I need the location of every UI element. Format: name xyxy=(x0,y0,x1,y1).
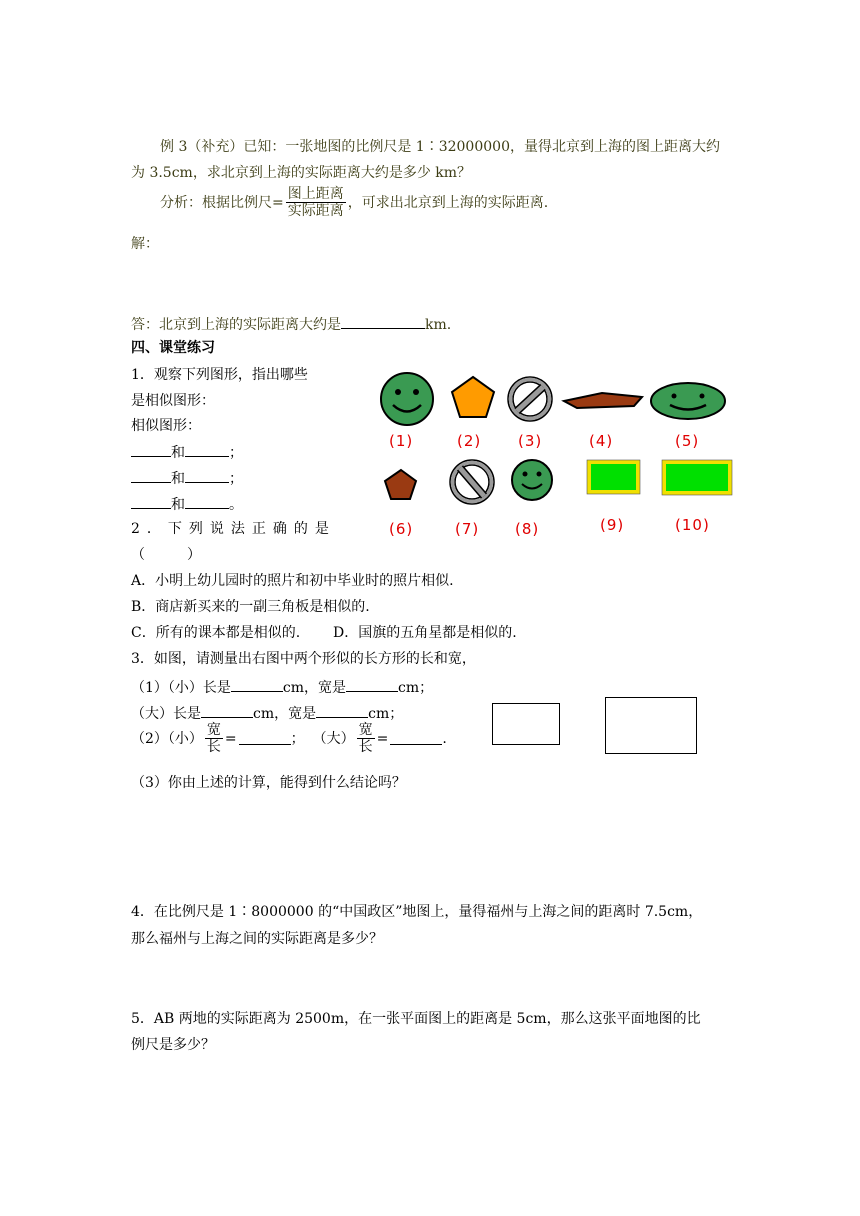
q2-option-c: C．所有的课本都是相似的. xyxy=(131,625,301,641)
equals-sign: = xyxy=(376,730,389,747)
q2-option-d: D．国旗的五角星都是相似的. xyxy=(333,625,517,641)
semicolon: ； xyxy=(229,445,243,461)
q2-option-b: B．商店新买来的一副三角板是相似的. xyxy=(131,599,370,615)
q1-line3: 相似图形： xyxy=(131,418,201,434)
q2-paren: （ ） xyxy=(131,547,201,563)
blank[interactable] xyxy=(201,705,253,718)
shape-label-2: (2) xyxy=(457,432,482,450)
q1-pair-2 xyxy=(131,470,243,486)
shape-5-smiley-ellipse xyxy=(651,383,725,419)
q2-stem: 2．下列说法正确的是 xyxy=(131,521,336,537)
width-label: cm，宽是 xyxy=(282,680,347,696)
shape-label-8: (8) xyxy=(515,520,540,538)
cm-semicolon: cm； xyxy=(398,680,434,696)
q1-pair-1 xyxy=(131,444,243,460)
small-label: （2）（小） xyxy=(131,730,203,747)
fraction-numerator: 宽 xyxy=(206,722,221,738)
shape-9-rectangle xyxy=(589,462,638,492)
blank[interactable] xyxy=(185,470,229,483)
big-length-label: （大）长是 xyxy=(131,706,201,722)
period: . xyxy=(442,730,447,747)
analysis-prefix: 分析：根据比例尺= xyxy=(160,194,284,211)
q1-line2: 是相似图形： xyxy=(131,393,215,409)
q5-line2: 例尺是多少？ xyxy=(131,1037,215,1053)
q3-part3: （3）你由上述的计算，能得到什么结论吗？ xyxy=(131,775,406,791)
q1-pair-3 xyxy=(131,496,243,512)
blank[interactable] xyxy=(239,732,291,745)
solution-label: 解： xyxy=(131,236,159,252)
answer-blank[interactable] xyxy=(341,316,425,329)
shape-label-9: (9) xyxy=(600,516,625,534)
scale-fraction xyxy=(286,186,346,219)
q1-line1: 1．观察下列图形，指出哪些 xyxy=(131,367,308,383)
shape-4-flat-pentagon xyxy=(564,393,642,408)
and-text: 和 xyxy=(171,471,185,487)
width-label: cm，宽是 xyxy=(253,706,317,722)
shape-3-prohibition-icon xyxy=(508,377,552,421)
shape-label-1: (1) xyxy=(389,432,414,450)
shape-8-small-smiley xyxy=(512,460,552,500)
shape-label-4: (4) xyxy=(589,432,614,450)
q3-part1-big xyxy=(131,705,403,721)
q3-stem: 3．如图，请测量出右图中两个形似的长方形的长和宽， xyxy=(131,651,476,667)
q5-line1: 5．AB 两地的实际距离为 2500m，在一张平面图上的距离是 5cm，那么这张平面地图的比 xyxy=(131,1011,701,1027)
q2-option-a: A．小明上幼儿园时的照片和初中毕业时的照片相似. xyxy=(131,573,454,589)
analysis-suffix: ，可求出北京到上海的实际距离. xyxy=(347,194,549,211)
blank[interactable] xyxy=(185,496,229,509)
fraction-denominator: 长 xyxy=(358,739,373,756)
example3-line1: 例 3（补充）已知：一张地图的比例尺是 1∶32000000，量得北京到上海的图上距离大约 xyxy=(160,139,720,155)
blank[interactable] xyxy=(346,679,398,692)
blank[interactable] xyxy=(390,732,442,745)
blank[interactable] xyxy=(131,470,171,483)
answer-prefix: 答：北京到上海的实际距离大约是 xyxy=(131,317,341,333)
shape-1-smiley-face xyxy=(381,373,433,425)
fraction-numerator: 图上距离 xyxy=(287,186,344,202)
shape-6-small-pentagon xyxy=(385,470,416,499)
blank[interactable] xyxy=(131,444,171,457)
equals-sign: = xyxy=(224,730,237,747)
section-title: 四、课堂练习 xyxy=(131,340,215,356)
small-rectangle xyxy=(492,703,560,745)
example3-analysis xyxy=(160,186,548,219)
q3-part1-small xyxy=(131,679,433,695)
large-rectangle xyxy=(605,697,697,754)
q3-part2 xyxy=(131,722,447,755)
blank[interactable] xyxy=(185,444,229,457)
shape-label-6: (6) xyxy=(389,520,414,538)
small-length-label: （1）（小）长是 xyxy=(131,680,231,696)
shape-7-prohibition-icon xyxy=(450,460,494,504)
example3-line2: 为 3.5cm，求北京到上海的实际距离大约是多少 km？ xyxy=(131,165,472,181)
width-over-length-fraction xyxy=(205,722,223,755)
shape-label-5: (5) xyxy=(675,432,700,450)
shape-label-7: (7) xyxy=(455,520,480,538)
fraction-numerator: 宽 xyxy=(358,722,373,738)
blank[interactable] xyxy=(131,496,171,509)
shape-label-3: (3) xyxy=(518,432,543,450)
q4-line1: 4．在比例尺是 1∶8000000 的“中国政区”地图上，量得福州与上海之间的距离时 7.5cm， xyxy=(131,904,703,920)
shape-2-pentagon xyxy=(452,377,494,417)
blank[interactable] xyxy=(316,705,368,718)
and-text: 和 xyxy=(171,445,185,461)
fraction-denominator: 长 xyxy=(206,739,221,756)
q4-line2: 那么福州与上海之间的实际距离是多少？ xyxy=(131,931,383,947)
blank[interactable] xyxy=(231,679,283,692)
semicolon: ； xyxy=(229,471,243,487)
width-over-length-fraction xyxy=(357,722,375,755)
shape-label-10: (10) xyxy=(675,516,710,534)
fraction-denominator: 实际距离 xyxy=(287,203,344,220)
and-text: 和 xyxy=(171,497,185,513)
cm-semicolon: cm； xyxy=(368,706,404,722)
big-label: （大） xyxy=(312,730,355,747)
example3-answer xyxy=(131,316,451,332)
period: 。 xyxy=(229,497,243,513)
answer-unit: km. xyxy=(425,317,452,333)
semicolon: ； xyxy=(290,730,305,747)
shape-10-rectangle xyxy=(664,462,730,493)
